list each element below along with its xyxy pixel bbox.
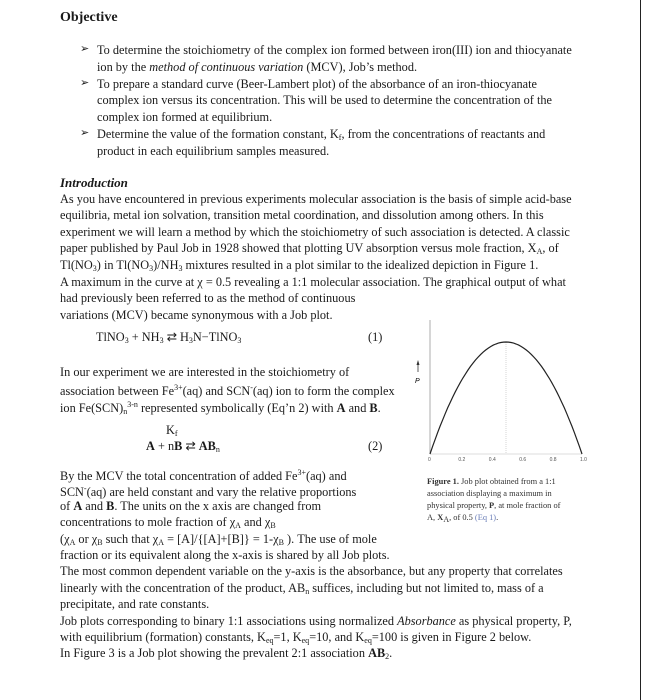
- subscript: A: [443, 515, 450, 524]
- text-run: and: [345, 400, 370, 415]
- text-run: + NH: [128, 330, 160, 344]
- superscript: -: [83, 484, 87, 494]
- text-run: In our experiment we are interested in the stoichiometry of: [60, 365, 350, 379]
- text-line: [60, 290, 566, 306]
- text-run: as physical property, P,: [455, 613, 572, 628]
- text-run: physical property,: [427, 501, 490, 510]
- subscript: eq: [301, 635, 310, 645]
- text-line: [60, 580, 572, 596]
- text-run: .: [389, 646, 393, 661]
- subscript: n: [123, 406, 128, 416]
- text-run: To prepare a standard curve (Beer-Lambert plot) of the absorbance of an iron-thiocyanate: [97, 76, 538, 91]
- styled-text: B: [106, 498, 115, 513]
- x-tick-label: 0.4: [488, 457, 496, 463]
- objective-bullet: [80, 76, 572, 126]
- text-line: [60, 207, 572, 223]
- text-line: [427, 500, 560, 512]
- text-run: fraction or its equivalent along the x-axis is shared by all Job plots.: [60, 547, 390, 562]
- text-line: [427, 512, 560, 524]
- text-run: The most common dependent variable on the y-axis is the absorbance, but any property that correlates: [60, 564, 563, 579]
- text-line: [60, 224, 572, 240]
- styled-text: P: [489, 501, 495, 510]
- figure-1-job-plot: [410, 320, 610, 470]
- text-run: association displaying a maximum in: [427, 489, 552, 498]
- superscript: 3+: [297, 468, 306, 477]
- text-line: [60, 563, 572, 579]
- text-run: , of 0.5: [449, 513, 475, 522]
- text-line: [97, 59, 572, 76]
- text-line: [97, 143, 572, 160]
- text-run: By the MCV the total concentration of added Fe: [60, 469, 298, 483]
- text-run: (aq) and: [305, 469, 347, 483]
- styled-text: Absorbance: [397, 613, 456, 628]
- text-run: and: [82, 498, 107, 513]
- subscript: 3: [237, 336, 242, 345]
- text-line: [60, 364, 395, 380]
- text-run: (aq) ion to form the complex: [252, 384, 395, 399]
- text-line: [97, 126, 572, 143]
- text-line: [60, 531, 572, 547]
- text-run: , from the concentrations of reactants and: [341, 126, 546, 141]
- superscript: 3+: [174, 383, 183, 393]
- text-run: ion Fe(SCN): [60, 400, 124, 415]
- text-line: [60, 257, 572, 273]
- text-run: ⇄: [182, 439, 199, 453]
- arrow-bullet-icon: ➢: [80, 126, 90, 139]
- subscript: A: [536, 247, 543, 257]
- text-line: [97, 42, 572, 59]
- text-line: [96, 329, 241, 345]
- text-line: [60, 380, 395, 399]
- text-run: precipitate, and rate constants.: [60, 597, 210, 612]
- styled-text: X: [437, 513, 444, 522]
- subscript: 3: [149, 263, 154, 273]
- text-line: [427, 488, 560, 500]
- styled-text: B: [174, 439, 183, 453]
- x-tick-label: 0.6: [519, 457, 527, 463]
- text-run: paper published by Paul Job in 1928 showed that plotting UV absorption versus mole fraction, X: [60, 241, 537, 256]
- intro-paragraph-2: [60, 274, 566, 323]
- text-run: , at mole fraction of: [494, 501, 561, 510]
- page-border: [640, 0, 641, 700]
- text-run: , of: [542, 241, 559, 256]
- objective-bullet-list: [80, 42, 572, 160]
- text-line: [60, 629, 572, 645]
- text-line: [60, 596, 572, 612]
- styled-text: A: [73, 498, 83, 513]
- intro-paragraph-3: [60, 364, 395, 416]
- subscript: A: [235, 521, 241, 531]
- subscript: f: [174, 429, 178, 438]
- text-run: (aq) are held constant and vary the relative proportions: [86, 485, 357, 500]
- y-arrow-head-icon: [417, 360, 420, 365]
- text-run: suffices, including but not limited to, mass of a: [309, 580, 544, 595]
- text-run: SCN: [60, 485, 84, 500]
- x-tick-label: 1.0: [580, 457, 587, 463]
- text-run: (aq) and SCN: [182, 384, 251, 399]
- styled-text: A: [336, 400, 346, 415]
- text-run: (MCV), Job’s method.: [303, 59, 418, 74]
- text-line: [60, 240, 572, 256]
- text-line: [97, 92, 572, 109]
- text-run: association between Fe: [60, 384, 175, 399]
- text-line: [427, 476, 560, 488]
- subscript: B: [270, 521, 276, 531]
- subscript: B: [97, 537, 103, 547]
- equation-2-constant: [166, 422, 178, 438]
- styled-text: method of continuous variation: [149, 59, 304, 74]
- subscript: A: [158, 537, 164, 547]
- text-run: represented symbolically (Eq’n 2) with: [137, 400, 337, 415]
- text-run: product in each equilibrium samples measured.: [97, 143, 330, 158]
- text-run: ⇄ H: [163, 330, 189, 344]
- text-run: equilibria, metal ion solvation, transition metal coordination, and dissolution among others. In this: [60, 208, 544, 223]
- text-run: experiment we will learn a method by which the stoichiometry of such association is detected. A classic: [60, 224, 570, 239]
- text-run: . The units on the x axis are changed from: [114, 498, 322, 513]
- x-tick-label: 0.8: [549, 457, 557, 463]
- text-run: )/NH: [153, 257, 179, 272]
- text-line: [60, 397, 395, 416]
- text-run: To determine the stoichiometry of the complex ion formed between iron(III) ion and thiocyanate: [97, 43, 572, 57]
- subscript: 3: [178, 263, 183, 273]
- objective-bullet: [80, 126, 572, 160]
- text-run: mixtures resulted in a plot similar to the idealized depiction in Figure 1.: [182, 257, 539, 272]
- subscript: n: [215, 445, 220, 454]
- subscript: n: [305, 586, 310, 596]
- subscript: A: [69, 537, 76, 547]
- text-line: [97, 109, 572, 126]
- subscript: 3: [159, 336, 164, 345]
- text-run: had previously been referred to as the method of continuous: [60, 291, 356, 306]
- arrow-bullet-icon: ➢: [80, 76, 90, 89]
- equation-2-number: [368, 438, 382, 455]
- text-run: .: [377, 400, 381, 415]
- text-run: variations (MCV) became synonymous with a Job plot.: [60, 307, 333, 322]
- text-run: + n: [154, 439, 175, 453]
- text-run: with equilibrium (formation) constants, K: [60, 629, 266, 644]
- text-run: such that χ: [102, 531, 159, 546]
- subscript: eq: [265, 635, 274, 645]
- text-run: As you have encountered in previous experiments molecular association is the basis of simple acid-base: [60, 192, 572, 206]
- superscript: 3-n: [127, 399, 138, 409]
- subscript: f: [338, 132, 342, 142]
- y-axis-label: P: [415, 378, 420, 385]
- styled-text: AB: [368, 646, 386, 661]
- arrow-bullet-icon: ➢: [80, 43, 90, 55]
- objective-heading: Objective: [60, 10, 118, 25]
- text-run: Job plot obtained from a 1:1: [458, 477, 556, 486]
- styled-text: A: [146, 439, 155, 453]
- objective-bullet: [80, 42, 572, 76]
- text-run: N−TlNO: [192, 330, 238, 344]
- subscript: 3: [92, 263, 97, 273]
- text-run: =10, and K: [309, 629, 365, 644]
- equation-number: (1): [368, 330, 383, 344]
- subscript: 3: [188, 336, 193, 345]
- text-run: Job plots corresponding to binary 1:1 associations using normalized: [60, 613, 398, 628]
- text-run: =100 is given in Figure 2 below.: [371, 629, 532, 644]
- text-line: [60, 191, 572, 207]
- equation-1-number: [368, 329, 382, 346]
- text-run: Tl(NO: [60, 257, 93, 272]
- text-run: ). The use of mole: [283, 531, 377, 546]
- equation-number: (2): [368, 439, 383, 453]
- text-run: of: [60, 498, 74, 513]
- x-tick-label: 0.2: [458, 457, 466, 463]
- text-run: A,: [427, 513, 438, 522]
- equation-link[interactable]: (Eq 1): [474, 513, 497, 522]
- text-line: [60, 274, 566, 290]
- intro-paragraph-1: [60, 191, 572, 273]
- text-line: [146, 438, 220, 454]
- introduction-heading: Introduction: [60, 175, 128, 190]
- text-run: A maximum in the curve at χ = 0.5 revealing a 1:1 molecular association. The graphical output of what: [60, 275, 566, 289]
- text-line: [97, 76, 572, 93]
- text-run: TlNO: [96, 330, 125, 344]
- text-run: or χ: [75, 531, 98, 546]
- text-line: [60, 547, 572, 563]
- text-run: .: [496, 513, 499, 522]
- text-run: linearly with the concentration of the product, AB: [60, 580, 306, 595]
- subscript: eq: [364, 635, 372, 645]
- text-line: [166, 422, 178, 438]
- equation-2: [146, 438, 220, 454]
- text-run: and χ: [240, 515, 271, 530]
- subscript: 2: [385, 652, 390, 662]
- styled-text: Figure 1.: [427, 477, 459, 486]
- text-line: [60, 613, 572, 629]
- subscript: B: [278, 537, 284, 547]
- text-run: = [A]/{[A]+[B]} = 1-χ: [164, 531, 279, 546]
- subscript: 3: [124, 336, 129, 345]
- text-run: complex ion versus its concentration. This will be used to determine the concentration of the: [97, 93, 552, 108]
- text-line: [60, 645, 572, 661]
- text-run: (χ: [60, 531, 70, 546]
- text-run: ion by the: [97, 59, 150, 74]
- text-run: ) in Tl(NO: [96, 257, 150, 272]
- text-run: complex ion formed at equilibrium.: [97, 110, 273, 125]
- figure-1-caption: [427, 476, 560, 524]
- superscript: -: [250, 383, 253, 393]
- text-run: concentrations to mole fraction of χ: [60, 515, 236, 530]
- styled-text: B: [369, 400, 378, 415]
- text-run: K: [166, 423, 175, 437]
- x-tick-label: 0: [428, 457, 431, 463]
- styled-text: AB: [198, 439, 216, 453]
- text-run: In Figure 3 is a Job plot showing the prevalent 2:1 association: [60, 646, 369, 661]
- text-run: Determine the value of the formation constant, K: [97, 126, 339, 141]
- text-run: =1, K: [273, 629, 302, 644]
- equation-1: [96, 329, 241, 345]
